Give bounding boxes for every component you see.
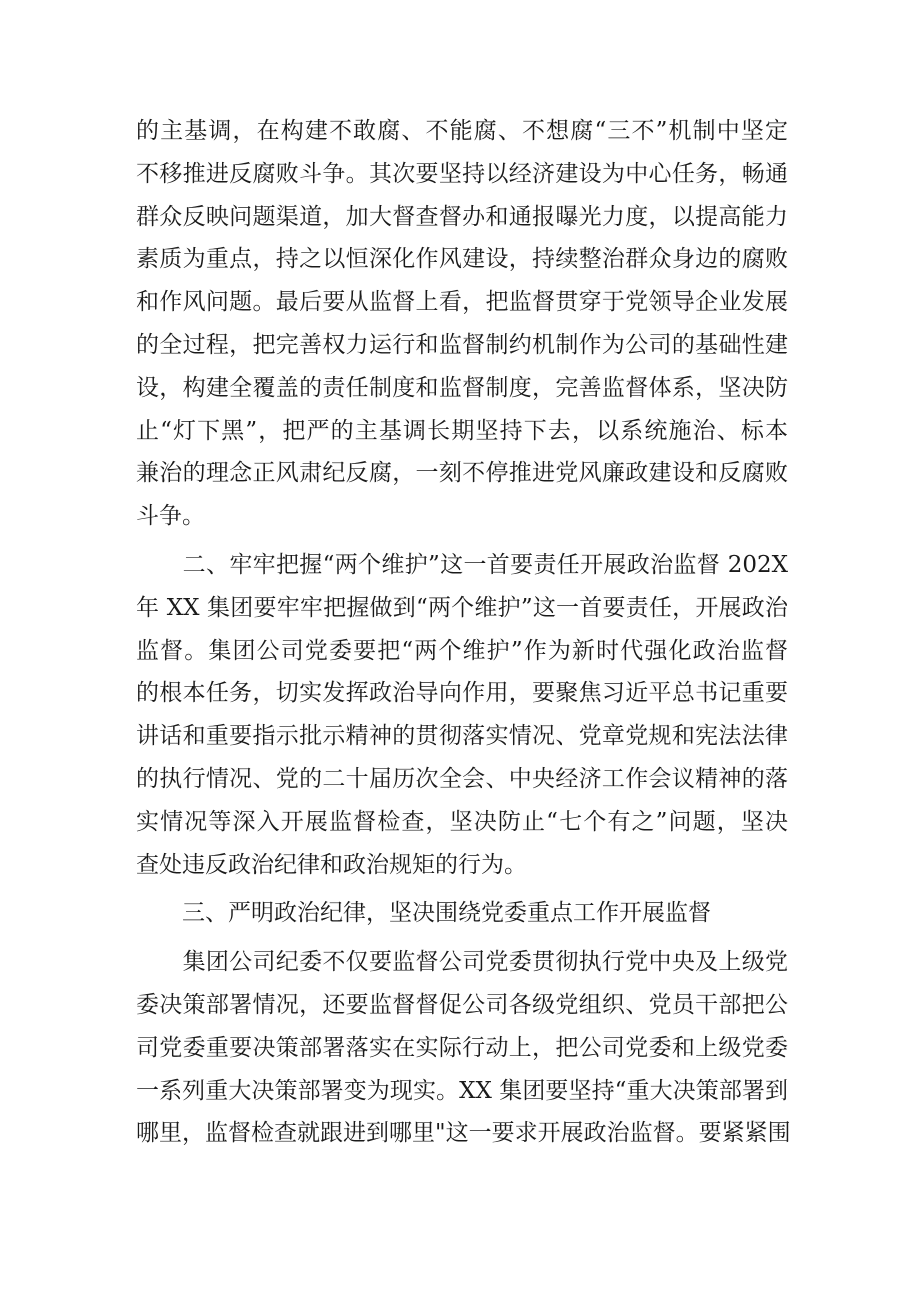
text-line: 兼治的理念正风肃纪反腐，一刻不停推进党风廉政建设和反腐败 (136, 460, 788, 487)
text-line: 不移推进反腐败斗争。其次要坚持以经济建设为中心任务，畅通 (136, 160, 788, 187)
text-line: 群众反映问题渠道，加大督查督办和通报曝光力度，以提高能力 (136, 203, 788, 230)
text-line: 二、牢牢把握“两个维护”这一首要责任开展政治监督 202X (136, 551, 788, 578)
text-line: 监督。集团公司党委要把“两个维护”作为新时代强化政治监督 (136, 637, 788, 664)
text-line: 斗争。 (136, 503, 205, 530)
text-line: 集团公司纪委不仅要监督公司党委贯彻执行党中央及上级党 (136, 949, 788, 976)
text-line: 查处违反政治纪律和政治规矩的行为。 (136, 851, 527, 878)
text-line: 司党委重要决策部署落实在实际行动上，把公司党委和上级党委 (136, 1034, 788, 1061)
text-line: 的根本任务，切实发挥政治导向作用，要聚焦习近平总书记重要 (136, 680, 788, 707)
text-line: 的主基调，在构建不敢腐、不能腐、不想腐“三不”机制中坚定 (136, 118, 788, 144)
paragraph-3-section-heading (136, 892, 788, 935)
text-line: 年 XX 集团要牢牢把握做到“两个维护”这一首要责任，开展政治 (136, 594, 788, 621)
text-line: 和作风问题。最后要从监督上看，把监督贯穿于党领导企业发展 (136, 289, 788, 316)
section-heading: 三、严明政治纪律，坚决围绕党委重点工作开展监督 (136, 900, 711, 927)
paragraph-4 (136, 941, 791, 1155)
text-line: 一系列重大决策部署变为现实。XX 集团要坚持“重大决策部署到 (136, 1077, 788, 1104)
paragraph-2-section-heading (136, 544, 788, 886)
text-line: 素质为重点，持之以恒深化作风建设，持续整治群众身边的腐败 (136, 246, 788, 273)
text-line: 的全过程，把完善权力运行和监督制约机制作为公司的基础性建 (136, 331, 788, 358)
text-line: 止“灯下黑”，把严的主基调长期坚持下去，以系统施治、标本 (136, 417, 788, 444)
text-line: 实情况等深入开展监督检查，坚决防止“七个有之”问题，坚决 (136, 808, 788, 835)
text-line: 设，构建全覆盖的责任制度和监督制度，完善监督体系，坚决防 (136, 374, 788, 401)
text-line: 哪里，监督检查就跟进到哪里"这一要求开展政治监督。要紧紧围 (136, 1120, 791, 1147)
text-line: 讲话和重要指示批示精神的贯彻落实情况、党章党规和宪法法律 (136, 723, 788, 750)
paragraph-1 (136, 110, 788, 538)
text-line: 委决策部署情况，还要监督督促公司各级党组织、党员干部把公 (136, 991, 788, 1018)
body-text (136, 110, 791, 1155)
text-line: 的执行情况、党的二十届历次全会、中央经济工作会议精神的落 (136, 765, 788, 792)
